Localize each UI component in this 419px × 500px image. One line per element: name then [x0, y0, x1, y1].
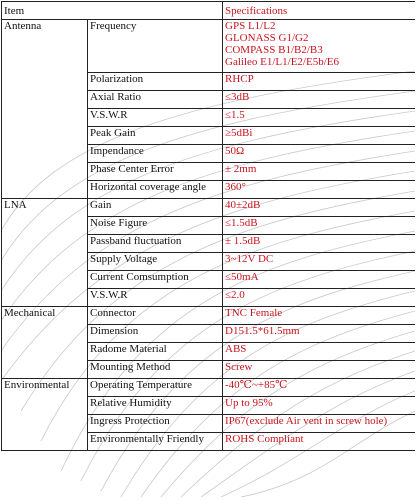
parameter-value: ± 1.5dB [223, 235, 415, 253]
parameter-name: Polarization [88, 73, 223, 91]
parameter-value: ≤2.0 [223, 289, 415, 307]
parameter-value: Screw [223, 361, 415, 379]
parameter-name: Ingress Protection [88, 415, 223, 433]
spec-sheet [1, 1, 415, 497]
parameter-value: RHCP [223, 73, 415, 91]
parameter-name: Gain [88, 199, 223, 217]
parameter-name: Environmentally Friendly [88, 433, 223, 451]
table-row [2, 199, 416, 217]
parameter-name: Supply Voltage [88, 253, 223, 271]
parameter-name: V.S.W.R [88, 109, 223, 127]
parameter-value: ≥5dBi [223, 127, 415, 145]
parameter-name: Mounting Method [88, 361, 223, 379]
parameter-value: -40℃~+85℃ [223, 379, 415, 397]
parameter-value [223, 20, 415, 73]
parameter-name: Dimension [88, 325, 223, 343]
parameter-name: Peak Gain [88, 127, 223, 145]
parameter-value: D151.5*61.5mm [223, 325, 415, 343]
value-line: COMPASS B1/B2/B3 [225, 44, 323, 56]
value-line: GPS L1/L2 [225, 20, 276, 32]
parameter-value: ≤1.5dB [223, 217, 415, 235]
parameter-name: Passband fluctuation [88, 235, 223, 253]
parameter-value: ABS [223, 343, 415, 361]
header-item: Item [2, 2, 223, 20]
parameter-value: ≤3dB [223, 91, 415, 109]
parameter-value: ROHS Compliant [223, 433, 415, 451]
parameter-value: 50Ω [223, 145, 415, 163]
group-label: LNA [2, 199, 88, 307]
parameter-value: ≤1.5 [223, 109, 415, 127]
group-label: Mechanical [2, 307, 88, 379]
table-row [2, 379, 416, 397]
parameter-name: Noise Figure [88, 217, 223, 235]
parameter-name: Connector [88, 307, 223, 325]
parameter-name: Impendance [88, 145, 223, 163]
parameter-value: 3~12V DC [223, 253, 415, 271]
parameter-value: ± 2mm [223, 163, 415, 181]
parameter-value: IP67(exclude Air vent in screw hole) [223, 415, 415, 433]
parameter-name: Frequency [88, 20, 223, 73]
parameter-name: Axial Ratio [88, 91, 223, 109]
parameter-value: 360° [223, 181, 415, 199]
specifications-table [1, 1, 415, 451]
table-row [2, 20, 416, 73]
parameter-name: Horizontal coverage angle [88, 181, 223, 199]
header-specifications: Specifications [223, 2, 415, 20]
parameter-name: Current Comsumption [88, 271, 223, 289]
value-line: GLONASS G1/G2 [225, 32, 309, 44]
parameter-name: Radome Material [88, 343, 223, 361]
parameter-value: Up to 95% [223, 397, 415, 415]
parameter-value: ≤50mA [223, 271, 415, 289]
parameter-value: 40±2dB [223, 199, 415, 217]
table-row [2, 307, 416, 325]
parameter-name: Relative Humidity [88, 397, 223, 415]
parameter-name: Phase Center Error [88, 163, 223, 181]
parameter-value: TNC Female [223, 307, 415, 325]
parameter-name: V.S.W.R [88, 289, 223, 307]
group-label: Antenna [2, 20, 88, 199]
group-label: Environmental [2, 379, 88, 451]
table-header-row [2, 2, 416, 20]
parameter-name: Operating Temperature [88, 379, 223, 397]
value-line: Galileo E1/L1/E2/E5b/E6 [225, 56, 339, 68]
